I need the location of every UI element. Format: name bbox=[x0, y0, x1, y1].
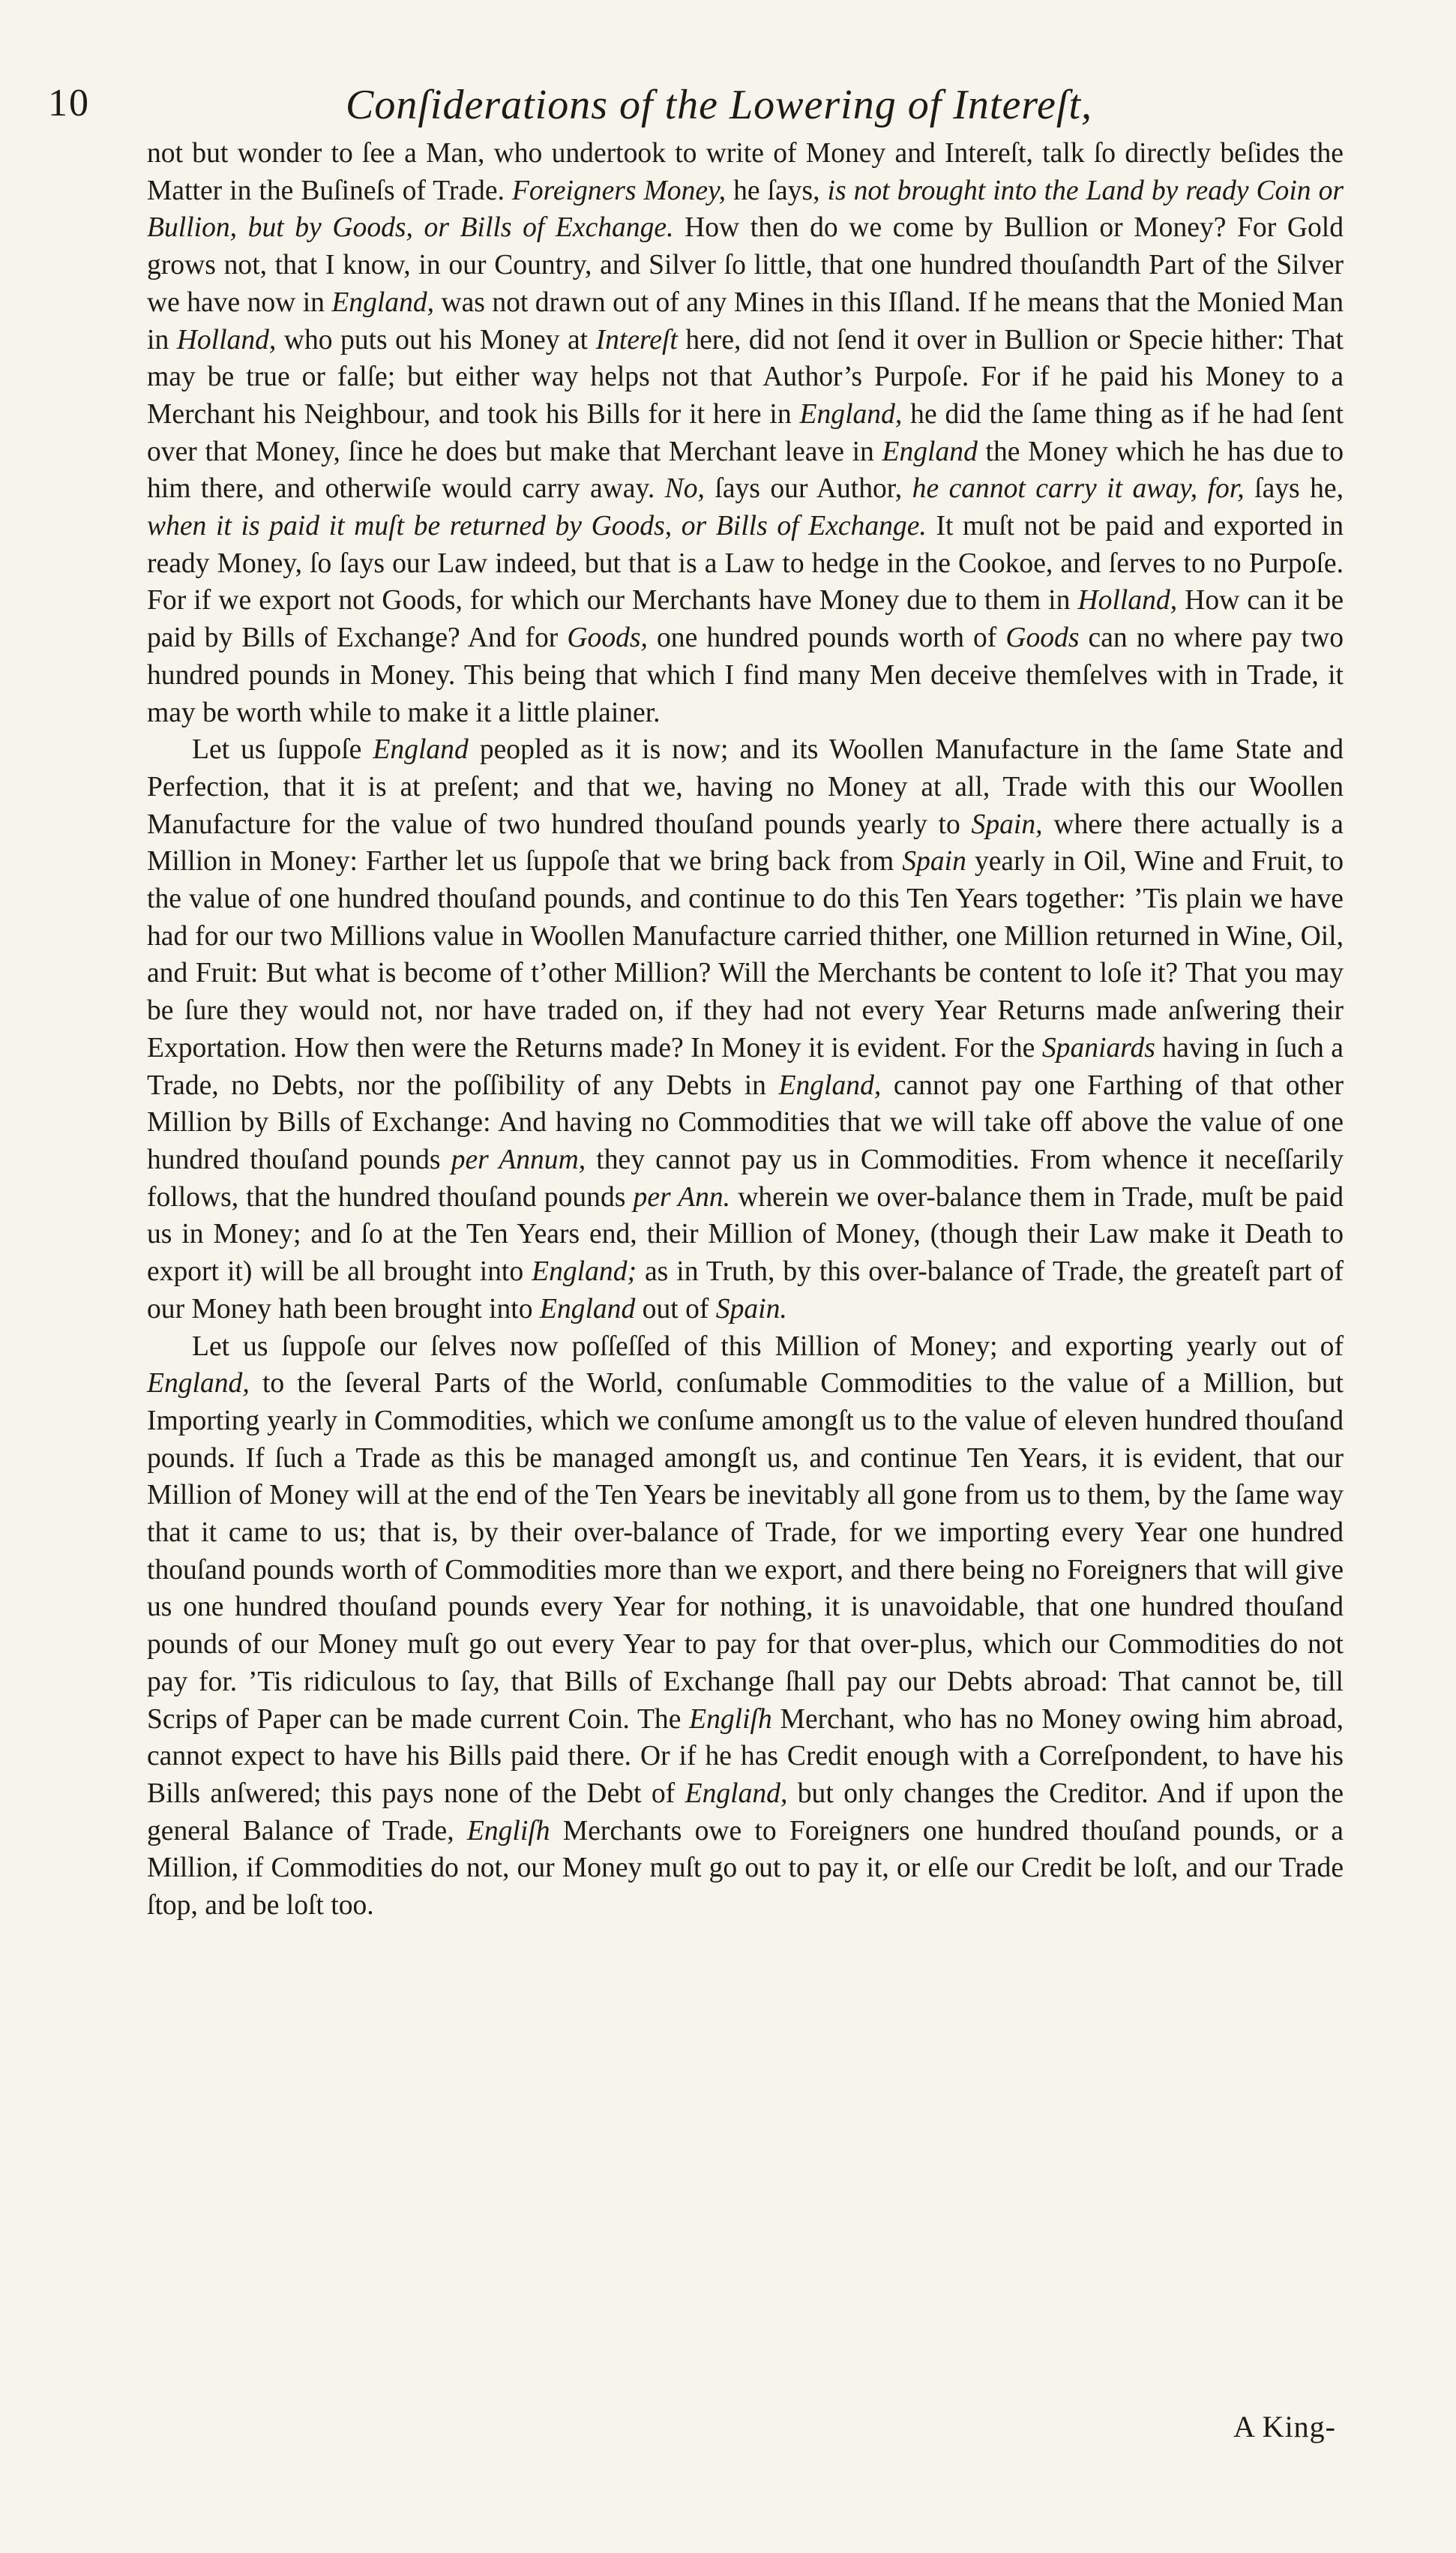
italic-text: Goods bbox=[1005, 622, 1080, 654]
text-run: who puts out his Money at bbox=[276, 324, 596, 356]
text-run: can no where pay two hundred pounds in Money. This being that which I find many Men deceive themſelves with in Trade, it may be worth while to make it a little plainer. bbox=[147, 622, 1344, 728]
paragraph-2 bbox=[147, 731, 1344, 1328]
text-run: but only changes the Creditor. And if upon the general Balance of Trade, bbox=[147, 1778, 1344, 1846]
italic-text: per Ann. bbox=[633, 1181, 731, 1213]
italic-text: Goods, bbox=[567, 622, 648, 654]
text-run: out of bbox=[635, 1293, 716, 1324]
italic-text: when it is paid it muſt be returned by Goods, or Bills of Exchange. bbox=[147, 511, 927, 542]
italic-text: Holland, bbox=[1077, 585, 1178, 616]
italic-text: per Annum, bbox=[451, 1144, 586, 1175]
italic-text: Spain bbox=[902, 846, 966, 878]
text-run: was not drawn out of any Mines in this Iſland. If he means that the Monied Man in bbox=[147, 286, 1344, 356]
page-header bbox=[48, 81, 1390, 141]
italic-text: is not brought into the Land by ready Coin or Bullion, but by Goods, or Bills of Exchange. bbox=[147, 175, 1344, 244]
text-run: ſays our Author, bbox=[704, 473, 912, 505]
text-run: having in ſuch a Trade, no Debts, nor the poſſibility of any Debts in bbox=[147, 1032, 1344, 1101]
italic-text: England; bbox=[532, 1256, 637, 1288]
italic-text: Spain, bbox=[971, 808, 1043, 840]
text-run: not but wonder to ſee a Man, who undertook to write of Money and Intereſt, talk ſo directly beſides the Matter in the Buſineſs of Trade. bbox=[147, 138, 1344, 206]
text-run: Let us ſuppoſe our ſelves now poſſeſſed of this Million of Money; and exporting yearly out of bbox=[192, 1330, 1344, 1362]
italic-text: England, bbox=[331, 286, 435, 318]
text-run: they cannot pay us in Commodities. From whence it neceſſarily follows, that the hundred thouſand pounds bbox=[147, 1144, 1344, 1213]
text-run: here, did not ſend it over in Bullion or Specie hither: That may be true or falſe; but either way helps not that Author’s Purpoſe. For if he paid his Money to a Merchant his Neighbour, and took his Bills for it here in bbox=[147, 324, 1344, 430]
text-run: Let us ſuppoſe bbox=[192, 734, 373, 766]
text-run: where there actually is a Million in Money: Farther let us ſuppoſe that we bring back from bbox=[147, 808, 1344, 878]
text-run: as in Truth, by this over-balance of Trade, the greateſt part of our Money hath been brought into bbox=[147, 1256, 1344, 1324]
body-text bbox=[147, 135, 1344, 1924]
italic-text: Spain. bbox=[715, 1293, 787, 1324]
italic-text: No, bbox=[664, 473, 705, 505]
italic-text: England bbox=[373, 734, 469, 766]
running-head: Conſiderations of the Lowering of Intereſt, bbox=[345, 82, 1092, 128]
italic-text: England, bbox=[685, 1778, 788, 1809]
italic-text: he cannot carry it away, for, bbox=[912, 473, 1245, 505]
italic-text: England bbox=[539, 1293, 636, 1324]
text-run: ſays he, bbox=[1244, 473, 1344, 505]
italic-text: Engliſh bbox=[466, 1815, 550, 1846]
text-run: It muſt not be paid and exported in ready Money, ſo ſays our Law indeed, but that is a Law to hedge in the Cookoe, and ſerves to no Purpoſe. For if we export not Goods, for which our Merchants have Money due to them in bbox=[147, 511, 1344, 616]
text-run: he ſays, bbox=[726, 175, 828, 206]
text-run: the Money which he has due to him there, and otherwiſe would carry away. bbox=[147, 436, 1344, 505]
text-run: he did the ſame thing as if he had ſent over that Money, ſince he does but make that Merchant leave in bbox=[147, 398, 1344, 467]
paragraph-1 bbox=[147, 135, 1344, 731]
italic-text: Spaniards bbox=[1041, 1032, 1155, 1064]
italic-text: England, bbox=[778, 1070, 882, 1101]
italic-text: Engliſh bbox=[689, 1703, 772, 1735]
italic-text: Intereſt bbox=[595, 324, 678, 356]
paragraph-3 bbox=[147, 1328, 1344, 1924]
italic-text: England, bbox=[147, 1368, 250, 1400]
italic-text: England, bbox=[799, 398, 903, 430]
italic-text: England bbox=[882, 436, 978, 467]
italic-text: Foreigners Money, bbox=[511, 175, 727, 206]
italic-text: Holland, bbox=[176, 324, 277, 356]
text-run: cannot pay one Farthing of that other Million by Bills of Exchange: And having no Commodities that we will take off above the value of one hundred thouſand pounds bbox=[147, 1070, 1344, 1175]
page-number: 10 bbox=[48, 82, 90, 124]
catchword: A King- bbox=[1233, 2410, 1336, 2444]
text-run: How then do we come by Bullion or Money? For Gold grows not, that I know, in our Country, and Silver ſo little, that one hundred thouſandth Part of the Silver we have now in bbox=[147, 212, 1344, 318]
text-run: Merchants owe to Foreigners one hundred thouſand pounds, or a Million, if Commodities do not, our Money muſt go out to pay it, or elſe our Credit be loſt, and our Trade ſtop, and be loſt too. bbox=[147, 1815, 1344, 1922]
text-run: to the ſeveral Parts of the World, conſumable Commodities to the value of a Million, but Importing yearly in Commodities, which we conſume amongſt us to the value of eleven hundred thouſand pounds. If ſuch a Trade as this be managed amongſt us, and continue Ten Years, it is evident, that our Million of Money will at the end of the Ten Years be inevitably all gone from us to them, by the ſame way that it came to us; that is, by their over-balance of Trade, for we importing every Year one hundred thouſand pounds worth of Commodities more than we export, and there being no Foreigners that will give us one hundred thouſand pounds every Year for nothing, it is unavoidable, that one hundred thouſand pounds of our Money muſt go out every Year to pay for that over-plus, which our Commodities do not pay for. ’Tis ridiculous to ſay, that Bills of Exchange ſhall pay our Debts abroad: That cannot be, till Scrips of Paper can be made current Coin. The bbox=[147, 1368, 1344, 1735]
text-run: Merchant, who has no Money owing him abroad, cannot expect to have his Bills paid there. Or if he has Credit enough with a Correſpondent, to have his Bills anſwered; this pays none of the Debt of bbox=[147, 1703, 1344, 1809]
text-run: yearly in Oil, Wine and Fruit, to the value of one hundred thouſand pounds, and continue to do this Ten Years together: ’Tis plain we have had for our two Millions value in Woollen Manufacture carried thither, one Million returned in Wine, Oil, and Fruit: But what is become of t’other Million? Will the Merchants be content to loſe it? That you may be ſure they would not, nor have traded on, if they had not every Year Returns made anſwering their Exportation. How then were the Returns made? In Money it is evident. For the bbox=[147, 846, 1344, 1064]
text-run: wherein we over-balance them in Trade, muſt be paid us in Money; and ſo at the Ten Years end, their Million of Money, (though their Law make it Death to export it) will be all brought into bbox=[147, 1181, 1344, 1288]
text-run: one hundred pounds worth of bbox=[647, 622, 1006, 654]
text-run: How can it be paid by Bills of Exchange? And for bbox=[147, 585, 1344, 654]
text-run: peopled as it is now; and its Woollen Manufacture in the ſame State and Perfection, that it is at preſent; and that we, having no Money at all, Trade with this our Woollen Manufacture for the value of two hundred thouſand pounds yearly to bbox=[147, 734, 1344, 840]
